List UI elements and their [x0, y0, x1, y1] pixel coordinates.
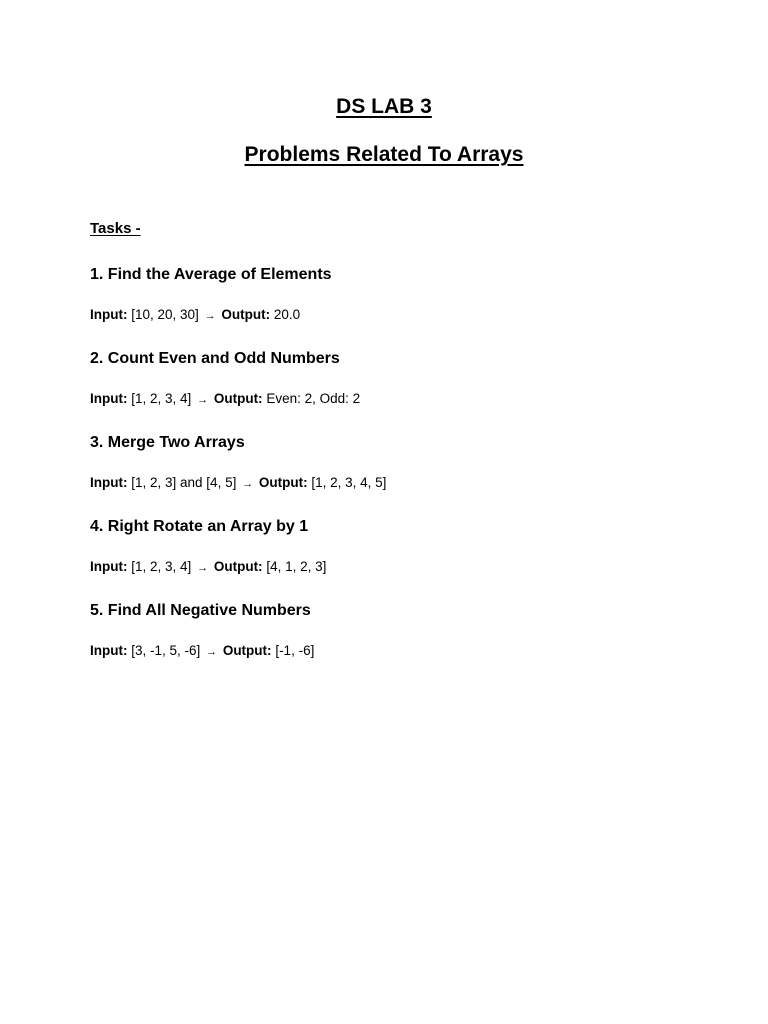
input-label: Input:: [90, 307, 128, 322]
input-label: Input:: [90, 643, 128, 658]
output-label: Output:: [213, 391, 263, 406]
task-item: [90, 348, 710, 409]
output-value: [-1, -6]: [275, 643, 315, 658]
task-example: [90, 642, 710, 661]
input-value: [1, 2, 3] and [4, 5]: [131, 475, 237, 490]
output-label: Output:: [258, 475, 308, 490]
task-example: [90, 558, 710, 577]
document-title: DS LAB 3: [336, 95, 432, 118]
input-value: [1, 2, 3, 4]: [131, 559, 192, 574]
input-label: Input:: [90, 559, 128, 574]
input-value: [1, 2, 3, 4]: [131, 391, 192, 406]
task-title: 4. Right Rotate an Array by 1: [90, 518, 309, 535]
output-label: Output:: [213, 559, 263, 574]
output-value: Even: 2, Odd: 2: [266, 391, 361, 406]
output-value: 20.0: [273, 307, 301, 322]
document-subtitle: Problems Related To Arrays: [244, 143, 524, 166]
input-label: Input:: [90, 475, 128, 490]
arrow-icon: →: [242, 478, 254, 490]
input-value: [3, -1, 5, -6]: [131, 643, 201, 658]
arrow-icon: →: [204, 310, 216, 322]
task-title: 2. Count Even and Odd Numbers: [90, 350, 340, 367]
arrow-icon: →: [197, 394, 209, 406]
input-value: [10, 20, 30]: [131, 307, 199, 322]
input-label: Input:: [90, 391, 128, 406]
output-value: [4, 1, 2, 3]: [266, 559, 327, 574]
task-item: [90, 516, 710, 577]
task-example: [90, 474, 710, 493]
task-title: 5. Find All Negative Numbers: [90, 602, 311, 619]
arrow-icon: →: [206, 646, 218, 658]
task-title: 1. Find the Average of Elements: [90, 266, 332, 283]
task-item: [90, 600, 710, 661]
tasks-heading: Tasks -: [90, 220, 141, 237]
task-item: [90, 264, 710, 325]
output-label: Output:: [222, 643, 272, 658]
task-title: 3. Merge Two Arrays: [90, 434, 245, 451]
output-value: [1, 2, 3, 4, 5]: [311, 475, 387, 490]
task-example: [90, 390, 710, 409]
task-example: [90, 306, 710, 325]
output-label: Output:: [221, 307, 271, 322]
task-item: [90, 432, 710, 493]
arrow-icon: →: [197, 562, 209, 574]
